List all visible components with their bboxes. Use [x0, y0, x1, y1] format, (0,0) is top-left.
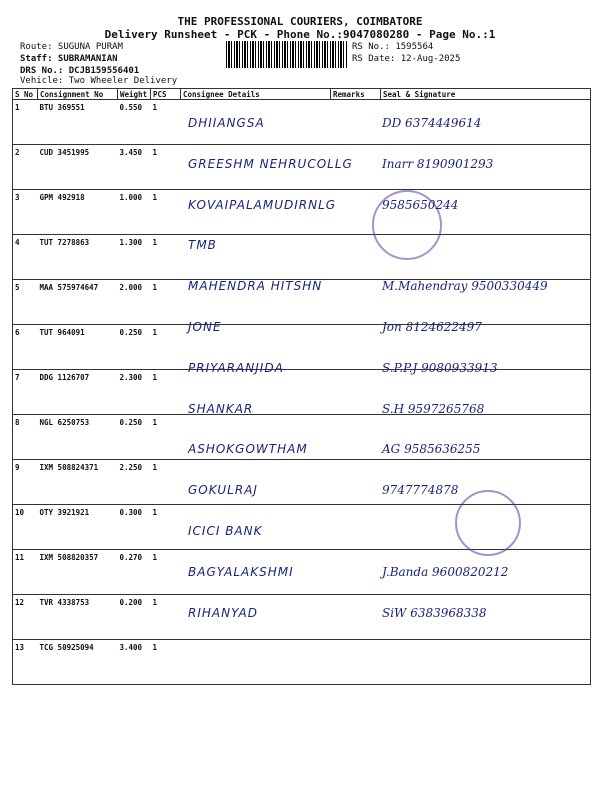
weight-cell: 3.400 [118, 640, 151, 685]
route-label: Route: SUGUNA PURAM [20, 42, 123, 52]
remarks-cell [331, 505, 381, 550]
rs-date: RS Date: 12-Aug-2025 [352, 54, 461, 64]
serial-cell: 7 [13, 370, 38, 415]
serial-cell: 6 [13, 325, 38, 370]
handwritten-consignee: RIHANYAD [188, 605, 258, 620]
company-title: THE PROFESSIONAL COURIERS, COIMBATORE [177, 15, 423, 28]
remarks-cell [331, 280, 381, 325]
consignment-cell: MAA 575974647 [38, 280, 118, 325]
table-header-row [13, 89, 591, 100]
pcs-cell: 1 [151, 415, 181, 460]
pcs-cell: 1 [151, 280, 181, 325]
serial-cell: 3 [13, 190, 38, 235]
pcs-cell: 1 [151, 640, 181, 685]
serial-cell: 4 [13, 235, 38, 280]
pcs-cell: 1 [151, 145, 181, 190]
pcs-cell: 1 [151, 595, 181, 640]
handwritten-signature: M.Mahendray 9500330449 [382, 279, 548, 294]
table-row [13, 640, 591, 685]
handwritten-signature: S.H 9597265768 [382, 401, 485, 416]
consignment-cell: TCG 50925094 [38, 640, 118, 685]
handwritten-consignee: MAHENDRA HITSHN [188, 279, 323, 294]
col-header: Consignee Details [181, 89, 331, 100]
table-row [13, 325, 591, 370]
handwritten-consignee: DHIIANGSA [188, 116, 265, 130]
remarks-cell [331, 100, 381, 145]
handwritten-consignee: GREESHM NEHRUCOLLG [188, 156, 353, 171]
rs-number: RS No.: 1595564 [352, 42, 434, 52]
pcs-cell: 1 [151, 235, 181, 280]
handwritten-signature: AG 9585636255 [382, 442, 481, 457]
handwritten-consignee: ASHOKGOWTHAM [188, 442, 308, 457]
weight-cell: 0.300 [118, 505, 151, 550]
signature-cell [381, 640, 591, 685]
handwritten-consignee: TMB [188, 238, 217, 253]
weight-cell: 0.250 [118, 415, 151, 460]
col-header: S No [13, 89, 38, 100]
consignment-cell: BTU 369551 [38, 100, 118, 145]
serial-cell: 10 [13, 505, 38, 550]
serial-cell: 11 [13, 550, 38, 595]
remarks-cell [331, 325, 381, 370]
remarks-cell [331, 235, 381, 280]
handwritten-consignee: SHANKAR [188, 401, 254, 416]
drs-number: DRS No.: DCJB159556401 [20, 66, 140, 76]
weight-cell: 0.550 [118, 100, 151, 145]
consignment-cell: TVR 4338753 [38, 595, 118, 640]
consignment-cell: TUT 7278863 [38, 235, 118, 280]
handwritten-consignee: GOKULRAJ [188, 483, 258, 498]
weight-cell: 1.300 [118, 235, 151, 280]
remarks-cell [331, 595, 381, 640]
barcode-image [226, 41, 348, 68]
serial-cell: 1 [13, 100, 38, 145]
table-row [13, 190, 591, 235]
serial-cell: 5 [13, 280, 38, 325]
remarks-cell [331, 415, 381, 460]
consignment-cell: IXM 508824371 [38, 460, 118, 505]
weight-cell: 0.270 [118, 550, 151, 595]
consignee-cell [181, 460, 331, 505]
handwritten-signature: J.Banda 9600820212 [382, 564, 509, 579]
weight-cell: 2.250 [118, 460, 151, 505]
serial-cell: 13 [13, 640, 38, 685]
col-header: Seal & Signature [381, 89, 591, 100]
consignee-cell [181, 190, 331, 235]
pcs-cell: 1 [151, 550, 181, 595]
weight-cell: 1.000 [118, 190, 151, 235]
pcs-cell: 1 [151, 100, 181, 145]
runsheet-subtitle: Delivery Runsheet - PCK - Phone No.:9047080280 - Page No.:1 [104, 28, 496, 41]
pcs-cell: 1 [151, 370, 181, 415]
consignment-cell: IXM 508820357 [38, 550, 118, 595]
handwritten-consignee: ICICI BANK [188, 524, 263, 538]
remarks-cell [331, 370, 381, 415]
handwritten-signature: 9747774878 [382, 483, 459, 498]
handwritten-signature: S.P.P.J 9080933913 [382, 360, 498, 375]
staff-label: Staff: SUBRAMANIAN [20, 54, 118, 64]
table-row [13, 100, 591, 145]
col-header: PCS [151, 89, 181, 100]
serial-cell: 9 [13, 460, 38, 505]
seal-stamp [455, 490, 521, 556]
pcs-cell: 1 [151, 505, 181, 550]
consignee-cell [181, 640, 331, 685]
consignment-cell: OTY 3921921 [38, 505, 118, 550]
consignment-cell: CUD 3451995 [38, 145, 118, 190]
pcs-cell: 1 [151, 460, 181, 505]
weight-cell: 2.000 [118, 280, 151, 325]
table-row [13, 595, 591, 640]
table-row [13, 235, 591, 280]
remarks-cell [331, 640, 381, 685]
consignment-cell: TUT 964091 [38, 325, 118, 370]
runsheet-table [12, 88, 591, 685]
handwritten-signature: Inarr 8190901293 [382, 156, 494, 171]
handwritten-signature: DD 6374449614 [382, 116, 482, 130]
pcs-cell: 1 [151, 190, 181, 235]
consignment-cell: GPM 492918 [38, 190, 118, 235]
serial-cell: 2 [13, 145, 38, 190]
serial-cell: 12 [13, 595, 38, 640]
weight-cell: 0.200 [118, 595, 151, 640]
handwritten-signature: 9585650244 [382, 197, 459, 212]
handwritten-signature: SiW 6383968338 [382, 605, 487, 620]
table-row [13, 370, 591, 415]
col-header: Weight [118, 89, 151, 100]
weight-cell: 2.300 [118, 370, 151, 415]
col-header: Remarks [331, 89, 381, 100]
remarks-cell [331, 460, 381, 505]
pcs-cell: 1 [151, 325, 181, 370]
remarks-cell [331, 550, 381, 595]
vehicle-label: Vehicle: Two Wheeler Delivery [20, 76, 178, 86]
weight-cell: 3.450 [118, 145, 151, 190]
handwritten-consignee: KOVAIPALAMUDIRNLG [188, 197, 337, 212]
weight-cell: 0.250 [118, 325, 151, 370]
handwritten-consignee: PRIYARANJIDA [188, 360, 284, 375]
handwritten-consignee: BAGYALAKSHMI [188, 564, 294, 579]
col-header: Consignment No [38, 89, 118, 100]
handwritten-consignee: JONE [188, 320, 222, 334]
consignment-cell: DDG 1126707 [38, 370, 118, 415]
consignment-cell: NGL 6250753 [38, 415, 118, 460]
handwritten-signature: Jon 8124622497 [382, 320, 482, 334]
serial-cell: 8 [13, 415, 38, 460]
